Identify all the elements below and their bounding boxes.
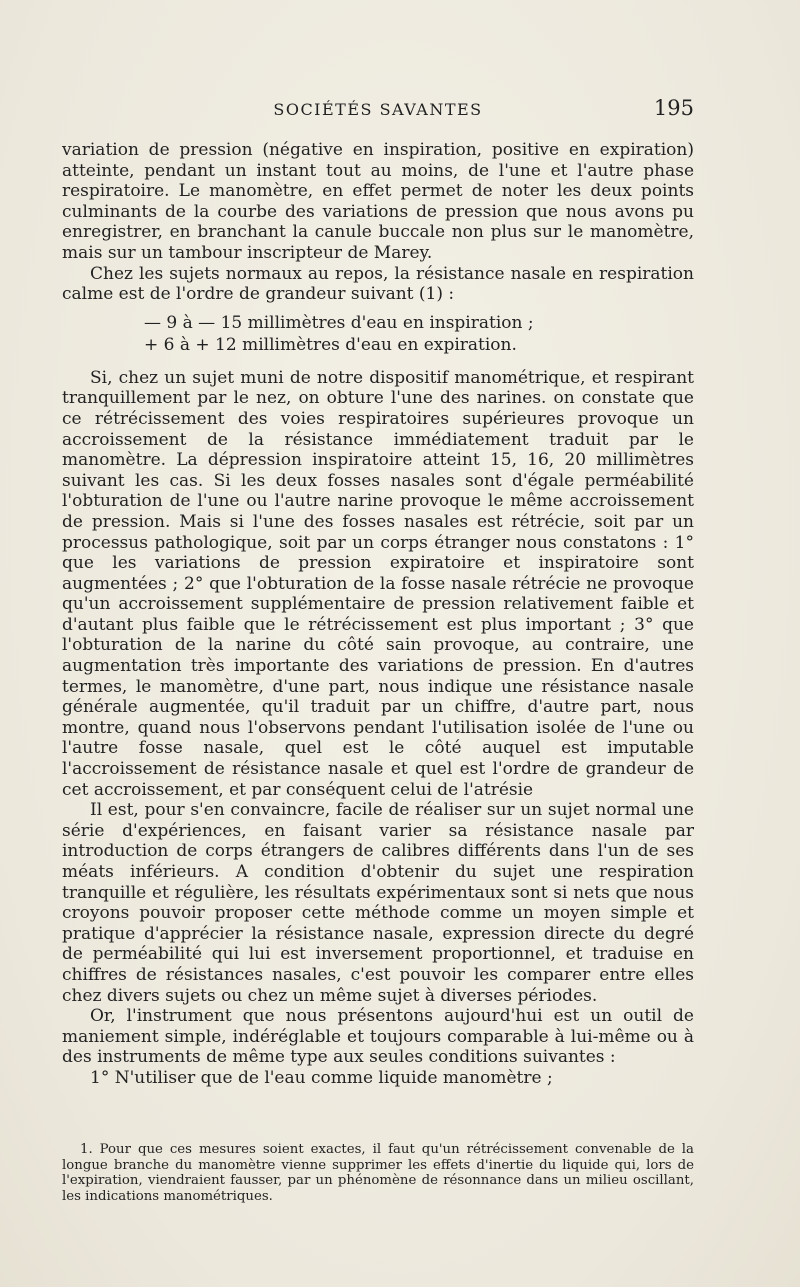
paragraph-4: Il est, pour s'en convaincre, facile de réaliser sur un sujet normal une série d'expériences, en faisant varier sa résistance nasale par introduction de corps étrangers de calibres différents dans l'un de ses méats inférieurs. A condition d'obtenir du sujet une respiration tranquille et régulière, les résultats expérimentaux sont si nets que nous croyons pouvoir proposer cette méthode comme un moyen simple et pratique d'apprécier la résistance nasale, expression directe du degré de perméabilité qui lui est inversement proportionnel, et traduise en chiffres de résistances nasales, c'est pouvoir les comparer entre elles chez divers sujets ou chez un même sujet à diverses périodes.	[62, 800, 694, 1006]
pressure-values	[144, 312, 694, 356]
pressure-inspiration: — 9 à — 15 millimètres d'eau en inspiration ;	[144, 312, 534, 333]
paragraph-1: variation de pression (négative en inspiration, positive en expiration) atteinte, pendant un instant tout au moins, de l'une et l'autre phase respiratoire. Le manomètre, en effet permet de noter les deux points culminants de la courbe des variations de pression que nous avons pu enregistrer, en branchant la canule buccale non plus sur le manomètre, mais sur un tambour inscripteur de Marey.	[62, 140, 694, 263]
running-head: SOCIÉTÉS SAVANTES	[273, 100, 483, 119]
paragraph-2: Chez les sujets normaux au repos, la résistance nasale en respiration calme est de l'ordre de grandeur suivant (1) :	[62, 263, 694, 305]
footnote-text: 1. Pour que ces mesures soient exactes, il faut qu'un rétrécissement convenable de la longue branche du manomètre vienne supprimer les effets d'inertie du liquide qui, lors de l'expiration, viendraient fausser, par un phénomène de résonnance dans un milieu oscillant, les indications manométriques.	[62, 1142, 694, 1204]
paragraph-6: 1° N'utiliser que de l'eau comme liquide manomètre ;	[90, 1067, 553, 1088]
body-text	[62, 140, 694, 1089]
paragraph-5: Or, l'instrument que nous présentons aujourd'hui est un outil de maniement simple, indéréglable et toujours comparable à lui-même ou à des instruments de même type aux seules conditions suivantes :	[62, 1006, 694, 1068]
page-number: 195	[653, 96, 694, 120]
pressure-expiration: + 6 à + 12 millimètres d'eau en expiration.	[144, 334, 517, 355]
paragraph-3: Si, chez un sujet muni de notre dispositif manométrique, et respirant tranquillement par le nez, on obture l'une des narines. on constate que ce rétrécissement des voies respiratoires supérieures provoque un accroissement de la résistance immédiatement traduit par le manomètre. La dépression inspiratoire atteint 15, 16, 20 millimètres suivant les cas. Si les deux fosses nasales sont d'égale perméabilité l'obturation de l'une ou l'autre narine provoque le même accroissement de pression. Mais si l'une des fosses nasales est rétrécie, soit par un processus pathologique, soit par un corps étranger nous constatons : 1° que les variations de pression expiratoire et inspiratoire sont augmentées ; 2° que l'obturation de la fosse nasale rétrécie ne provoque qu'un accroissement supplémentaire de pression relativement faible et d'autant plus faible que le rétrécissement est plus important ; 3° que l'obturation de la narine du côté sain provoque, au contraire, une augmentation très importante des variations de pression. En d'autres termes, le manomètre, d'une part, nous indique une résistance nasale générale augmentée, qu'il traduit par un chiffre, d'autre part, nous montre, quand nous l'observons pendant l'utilisation isolée de l'une ou l'autre fosse nasale, quel est le côté auquel est imputable l'accroissement de résistance nasale et quel est l'ordre de grandeur de cet accroissement, et par conséquent celui de l'atrésie	[62, 367, 694, 800]
page-header	[62, 96, 694, 124]
footnote	[62, 1142, 694, 1204]
